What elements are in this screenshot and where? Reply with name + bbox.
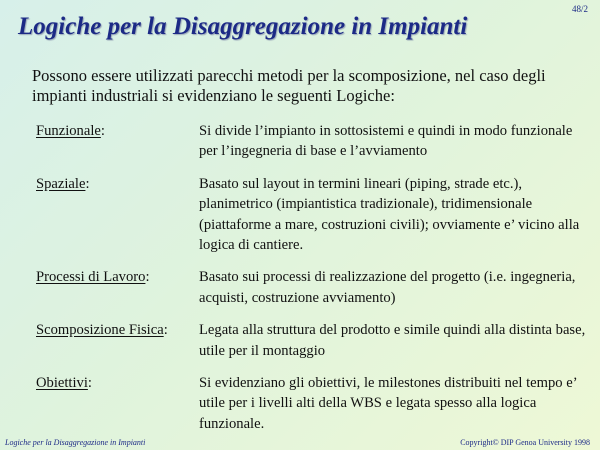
term-suffix: : [163, 322, 168, 339]
term-label: Funzionale [36, 123, 101, 139]
term-label: Spaziale [36, 175, 86, 192]
logic-description: Si evidenziano gli obiettivi, le milestones distribuiti nel tempo e’ utile per i livelli alti della WBS e legata spesso alla logica funzionale. [199, 375, 577, 432]
logic-row-processi [36, 267, 590, 308]
logic-description: Basato sui processi di realizzazione del progetto (i.e. ingegneria, acquisti, costruzione avviamento) [199, 269, 576, 306]
page-number: 48/2 [571, 4, 588, 14]
logic-description: Basato sul layout in termini lineari (piping, strade etc.), planimetrico (impiantistica tradizionale), tridimensionale (piattaforme a mare, costruzioni civili); ovviamente e’ vicino alla logica di cantiere. [199, 175, 580, 254]
logic-description: Si divide l’impianto in sottosistemi e quindi in modo funzionale per l’ingegneria di base e l’avviamento [199, 123, 573, 160]
intro-text: Possono essere utilizzati parecchi metodi per la scomposizione, nel caso degli impianti industriali si evidenziano le seguenti Logiche: [32, 66, 546, 105]
term-suffix: : [85, 175, 90, 192]
term-suffix: : [145, 269, 150, 286]
logic-term [36, 373, 199, 434]
logic-term [36, 320, 199, 361]
logic-term [36, 121, 199, 162]
footer-copyright: Copyright© DIP Genoa University 1998 [460, 438, 590, 447]
term-suffix: : [100, 123, 105, 139]
footer-title: Logiche per la Disaggregazione in Impianti [5, 438, 146, 447]
slide-title: Logiche per la Disaggregazione in Impianti [18, 13, 468, 40]
logic-row-spaziale [36, 174, 590, 256]
logic-row-scomposizione [36, 320, 590, 361]
term-suffix: : [87, 375, 92, 392]
term-label: Processi di Lavoro [36, 269, 146, 286]
term-label: Scomposizione Fisica [36, 322, 164, 339]
term-label: Obiettivi [36, 375, 88, 392]
logic-term [36, 267, 199, 308]
logic-description: Legata alla struttura del prodotto e simile quindi alla distinta base, utile per il montaggio [199, 322, 586, 359]
logic-term [36, 174, 199, 256]
logic-row-obiettivi [36, 373, 590, 434]
logic-list [36, 121, 590, 434]
logic-row-funzionale [36, 121, 590, 162]
